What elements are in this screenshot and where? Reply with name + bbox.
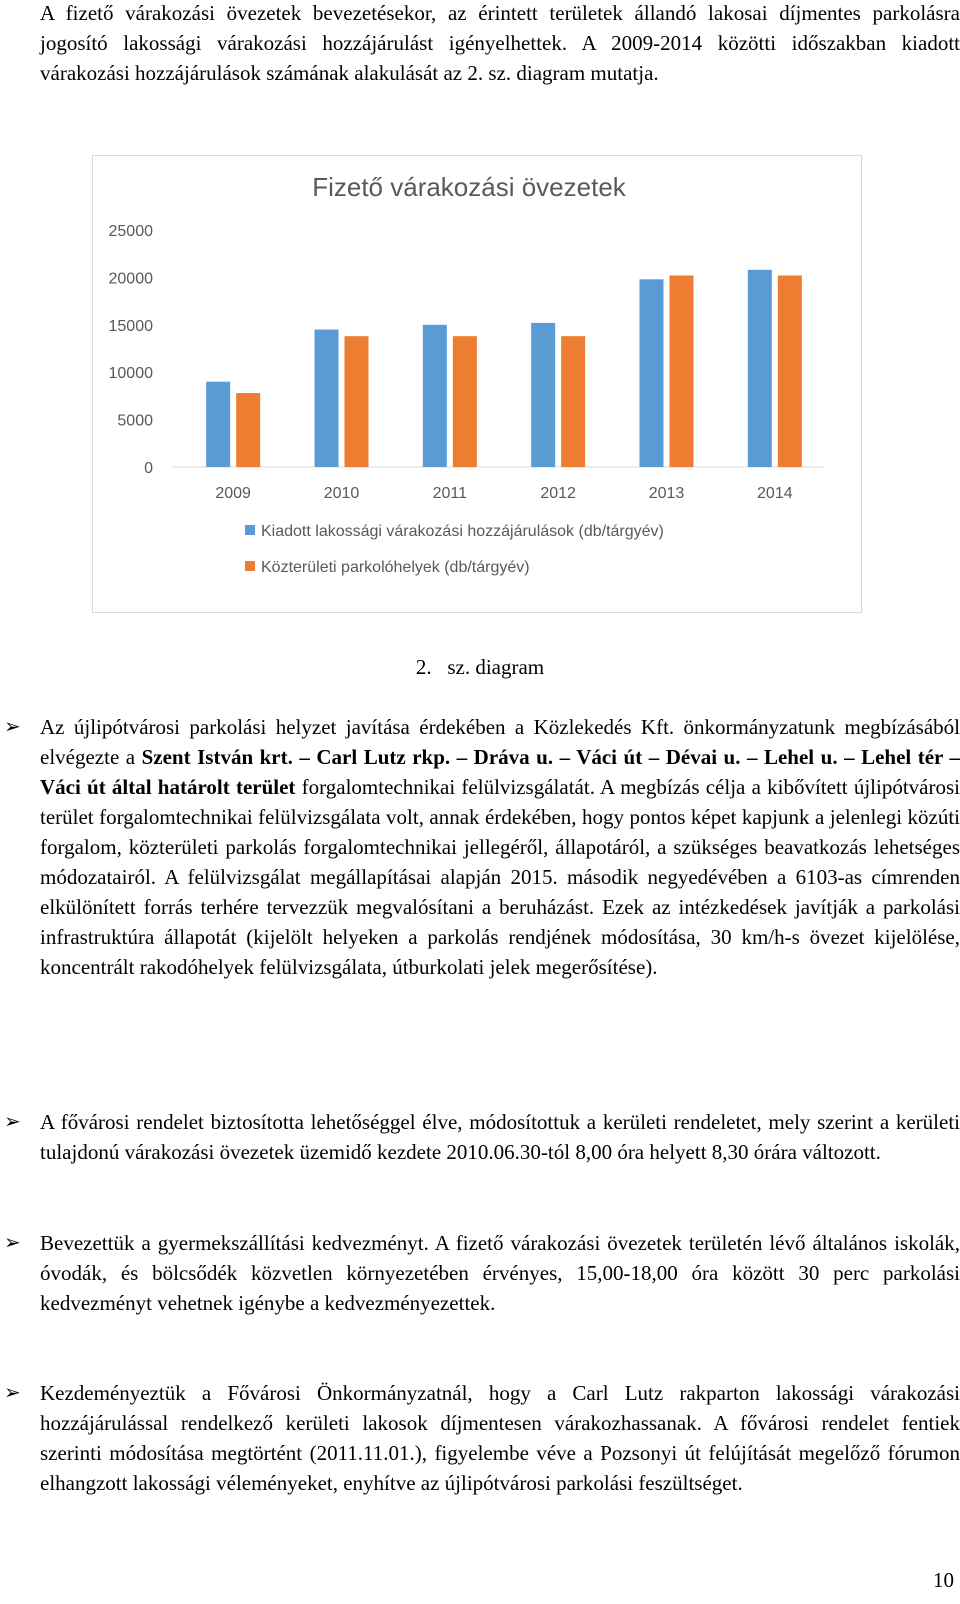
- bar: [778, 276, 802, 467]
- x-tick-label: 2012: [540, 485, 576, 502]
- y-tick-label: 15000: [108, 317, 153, 335]
- y-tick-label: 20000: [108, 270, 153, 288]
- bar: [748, 270, 772, 467]
- list-item: [4, 1378, 960, 1498]
- bar: [561, 336, 585, 467]
- list-item-text: Bevezettük a gyermekszállítási kedvezményt. A fizető várakozási övezetek területén lévő általános iskolák, óvodák, és bölcsődék közvetlen környezetében érvényes, 15,00-18,00 óra között 30 perc parkolási kedvezményt vehetnek igénybe a kedvezményezettek.: [40, 1231, 960, 1315]
- list-item: [4, 712, 960, 982]
- bullet-arrow-icon: ➢: [4, 1382, 21, 1404]
- bar: [315, 330, 339, 467]
- page-number: 10: [933, 1568, 954, 1592]
- bar: [453, 336, 477, 467]
- legend-label: Közterületi parkolóhelyek (db/tárgyév): [261, 559, 530, 576]
- figure-caption: 2. sz. diagram: [415, 655, 545, 679]
- x-tick-label: 2014: [757, 485, 793, 502]
- y-tick-label: 25000: [108, 223, 153, 240]
- list-item-text: A fővárosi rendelet biztosította lehetőséggel élve, módosítottuk a kerületi rendeletet, mely szerint a kerületi tulajdonú várakozási övezetek üzemidő kezdete 2010.06.30-tól 8,00 óra helyett 8,30 órára változott.: [40, 1110, 960, 1164]
- bullet-arrow-icon: ➢: [4, 716, 21, 738]
- bullet-arrow-icon: ➢: [4, 1111, 21, 1133]
- x-tick-label: 2009: [215, 485, 251, 502]
- bar: [670, 276, 694, 467]
- x-tick-label: 2011: [432, 485, 468, 502]
- bar: [345, 336, 369, 467]
- y-tick-label: 0: [144, 460, 153, 477]
- bar: [236, 393, 260, 467]
- bar: [531, 323, 555, 467]
- bullet-arrow-icon: ➢: [4, 1232, 21, 1254]
- legend-swatch: [245, 561, 255, 571]
- x-tick-label: 2013: [648, 485, 685, 502]
- list-item-text-bold: Szent István krt. – Carl Lutz rkp. – Dráva u. – Váci út – Dévai u. – Lehel u. – Lehel tér – Váci út által határolt terület: [40, 745, 960, 799]
- parking-chart: [92, 155, 862, 613]
- y-tick-label: 10000: [108, 365, 153, 383]
- list-item-text: Kezdeményeztük a Fővárosi Önkormányzatnál, hogy a Carl Lutz rakparton lakossági várakozási hozzájárulással rendelkező kerületi lakosok díjmentesen várakozhassanak. A fővárosi rendelet fentiek szerinti módosítása megtörtént (2011.11.01.), figyelembe véve a Pozsonyi út felújítását megelőző fórumon elhangzott lakossági véleményeket, enyhítve az újlipótvárosi parkolási feszültséget.: [40, 1381, 960, 1495]
- list-item: [4, 1228, 960, 1318]
- intro-paragraph: A fizető várakozási övezetek bevezetésekor, az érintett területek állandó lakosai díjmentes parkolásra jogosító lakossági várakozási hozzájárulást igényelhettek. A 2009-2014 közötti időszakban kiadott várakozási hozzájárulások számának alakulását az 2. sz. diagram mutatja.: [40, 1, 960, 85]
- legend-label: Kiadott lakossági várakozási hozzájárulások (db/tárgyév): [261, 523, 664, 540]
- bar: [423, 325, 447, 467]
- legend-swatch: [245, 525, 255, 535]
- list-item-text-post: forgalomtechnikai felülvizsgálatát. A megbízás célja a kibővített újlipótvárosi terület forgalomtechnikai felülvizsgálata volt, annak érdekében, hogy pontos képet kapjunk a jelenlegi közúti forgalom, közterületi parkolás forgalomtechnikai jellegéről, állapotáról, a szükséges beavatkozás lehetséges módozatairól. A felülvizsgálat megállapításai alapján 2015. második negyedévében a 6103-as címrenden elkülönített forrás terhére tervezzük megvalósítani a beruházást. Ezek az intézkedések javítják a parkolási infrastruktúra állapotát (kijelölt helyeken a parkolás rendjének módosítása, 30 km/h-s övezet kijelölése, koncentrált rakodóhelyek felülvizsgálata, útburkolati jelek megerősítése).: [40, 775, 960, 979]
- chart-title: Fizető várakozási övezetek: [312, 172, 626, 202]
- bar: [206, 382, 230, 467]
- chart-svg: [93, 156, 861, 612]
- list-item-text-pre: Az újlipótvárosi parkolási helyzet javítása érdekében a Közlekedés Kft. önkormányzatunk megbízásából elvégezte a: [40, 715, 960, 769]
- bar: [640, 279, 664, 467]
- list-item: [4, 1107, 960, 1167]
- x-tick-label: 2010: [323, 485, 360, 502]
- y-tick-label: 5000: [117, 412, 153, 430]
